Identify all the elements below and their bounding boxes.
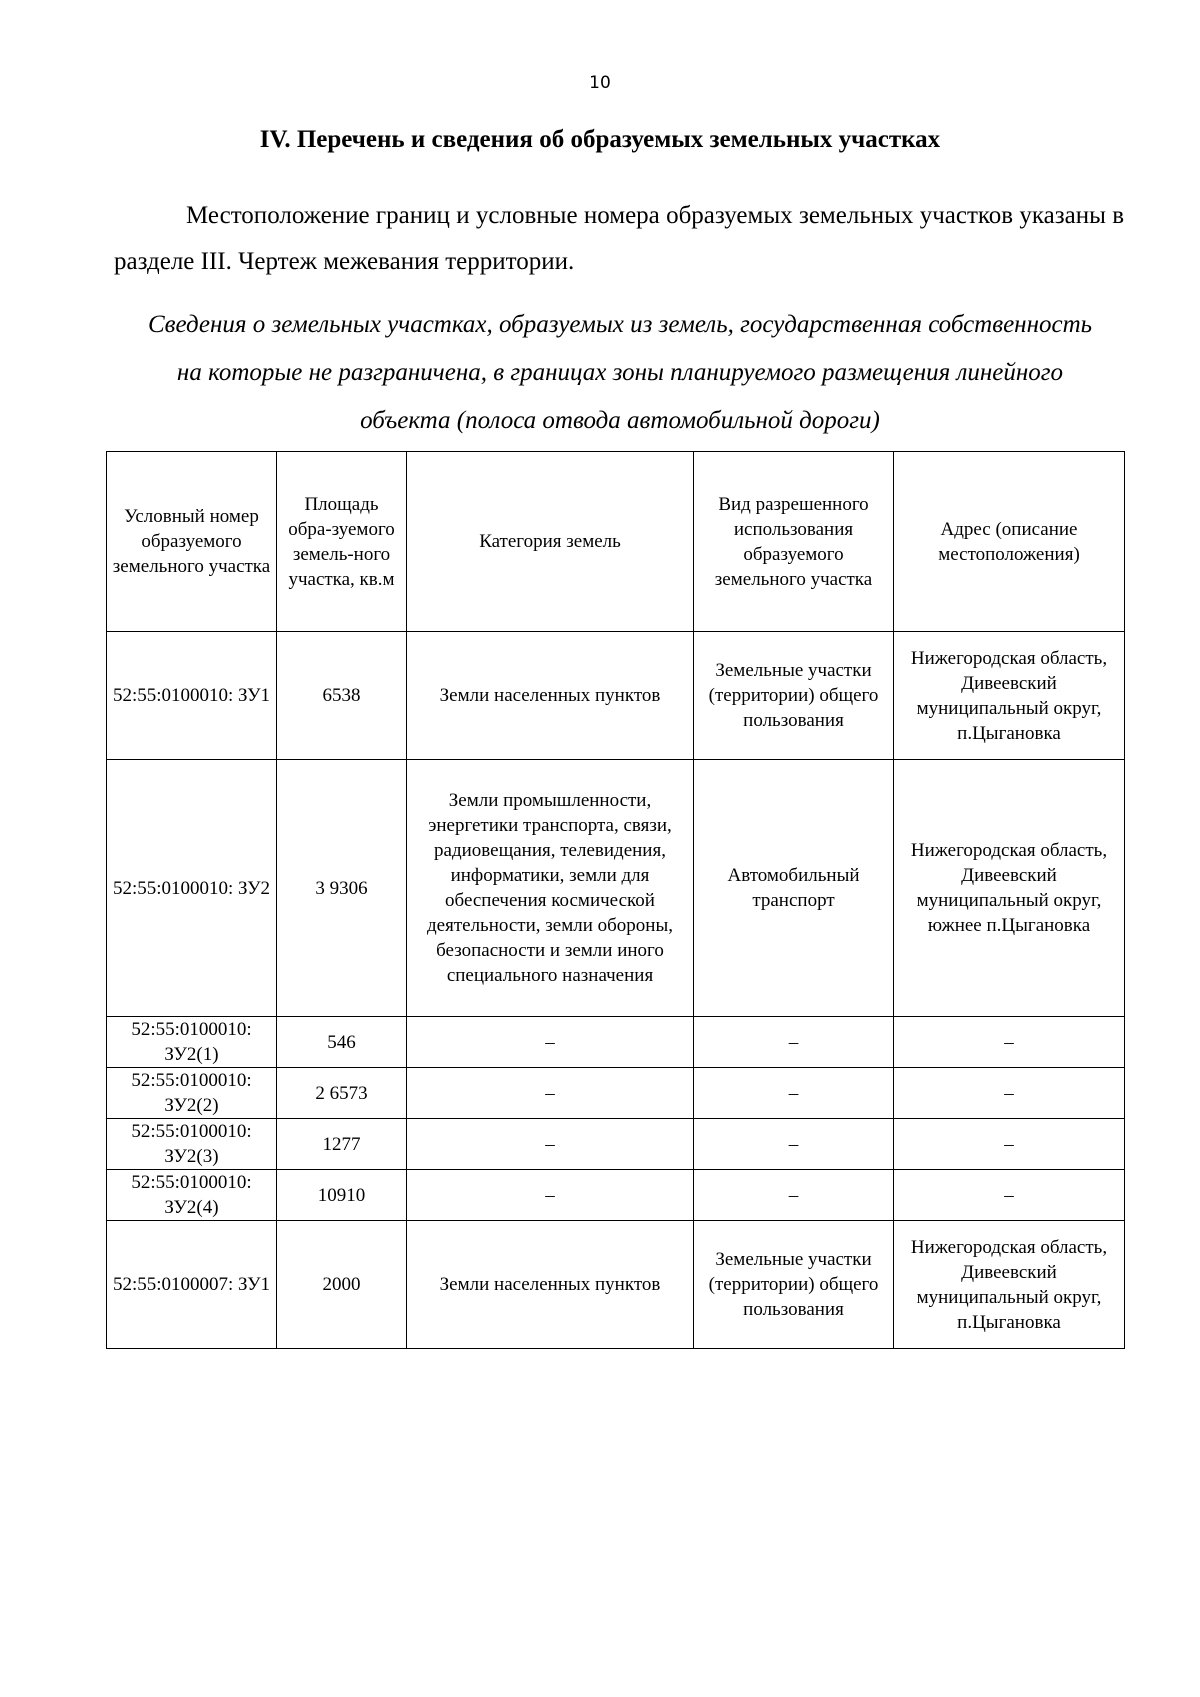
page-number: 10 (589, 73, 611, 93)
cell-category: Земли населенных пунктов (407, 632, 694, 760)
header-number: Условный номер образуемого земельного участка (107, 452, 277, 632)
cell-category: – (407, 1119, 694, 1170)
cell-area: 6538 (277, 632, 407, 760)
cell-number: 52:55:0100007: ЗУ1 (107, 1221, 277, 1349)
cell-area: 546 (277, 1017, 407, 1068)
cell-category: Земли населенных пунктов (407, 1221, 694, 1349)
cell-address: – (894, 1068, 1125, 1119)
land-plots-table (106, 451, 1125, 1349)
cell-number: 52:55:0100010: ЗУ1 (107, 632, 277, 760)
cell-area: 3 9306 (277, 760, 407, 1017)
cell-address: – (894, 1017, 1125, 1068)
cell-area: 10910 (277, 1170, 407, 1221)
cell-address: – (894, 1170, 1125, 1221)
cell-number: 52:55:0100010: ЗУ2(4) (107, 1170, 277, 1221)
cell-area: 1277 (277, 1119, 407, 1170)
cell-address: – (894, 1119, 1125, 1170)
table-row (107, 632, 1125, 760)
table-row (107, 1170, 1125, 1221)
cell-address: Нижегородская область, Дивеевский муниципальный округ, южнее п.Цыгановка (894, 760, 1125, 1017)
table-row (107, 1119, 1125, 1170)
cell-permitted-use: Автомобильный транспорт (694, 760, 894, 1017)
cell-number: 52:55:0100010: ЗУ2(2) (107, 1068, 277, 1119)
cell-number: 52:55:0100010: ЗУ2 (107, 760, 277, 1017)
cell-permitted-use: – (694, 1017, 894, 1068)
cell-category: – (407, 1170, 694, 1221)
cell-permitted-use: – (694, 1119, 894, 1170)
header-address: Адрес (описание местоположения) (894, 452, 1125, 632)
cell-category: – (407, 1017, 694, 1068)
cell-address: Нижегородская область, Дивеевский муниципальный округ, п.Цыгановка (894, 632, 1125, 760)
section-title: IV. Перечень и сведения об образуемых земельных участках (259, 126, 941, 153)
header-area: Площадь обра-зуемого земель-ного участка, кв.м (277, 452, 407, 632)
table-row (107, 760, 1125, 1017)
header-permitted-use: Вид разрешенного использования образуемого земельного участка (694, 452, 894, 632)
cell-permitted-use: Земельные участки (территории) общего пользования (694, 632, 894, 760)
cell-area: 2 6573 (277, 1068, 407, 1119)
cell-permitted-use: – (694, 1068, 894, 1119)
cell-number: 52:55:0100010: ЗУ2(3) (107, 1119, 277, 1170)
intro-paragraph: Местоположение границ и условные номера образуемых земельных участков указаны в разделе III. Чертеж межевания территории. (114, 202, 1124, 275)
cell-area: 2000 (277, 1221, 407, 1349)
cell-address: Нижегородская область, Дивеевский муниципальный округ, п.Цыгановка (894, 1221, 1125, 1349)
cell-number: 52:55:0100010: ЗУ2(1) (107, 1017, 277, 1068)
table-row (107, 1068, 1125, 1119)
cell-category: – (407, 1068, 694, 1119)
table-header-row (107, 452, 1125, 632)
header-category: Категория земель (407, 452, 694, 632)
cell-permitted-use: – (694, 1170, 894, 1221)
table-row (107, 1017, 1125, 1068)
cell-permitted-use: Земельные участки (территории) общего пользования (694, 1221, 894, 1349)
table-caption: Сведения о земельных участках, образуемых из земель, государственная собственность на которые не разграничена, в границах зоны планируемого размещения линейного объекта (полоса отвода автомобильной дороги) (147, 311, 1093, 434)
table-row (107, 1221, 1125, 1349)
cell-category: Земли промышленности, энергетики транспорта, связи, радиовещания, телевидения, информатики, земли для обеспечения космической деятельности, земли обороны, безопасности и земли иного специального назначения (407, 760, 694, 1017)
